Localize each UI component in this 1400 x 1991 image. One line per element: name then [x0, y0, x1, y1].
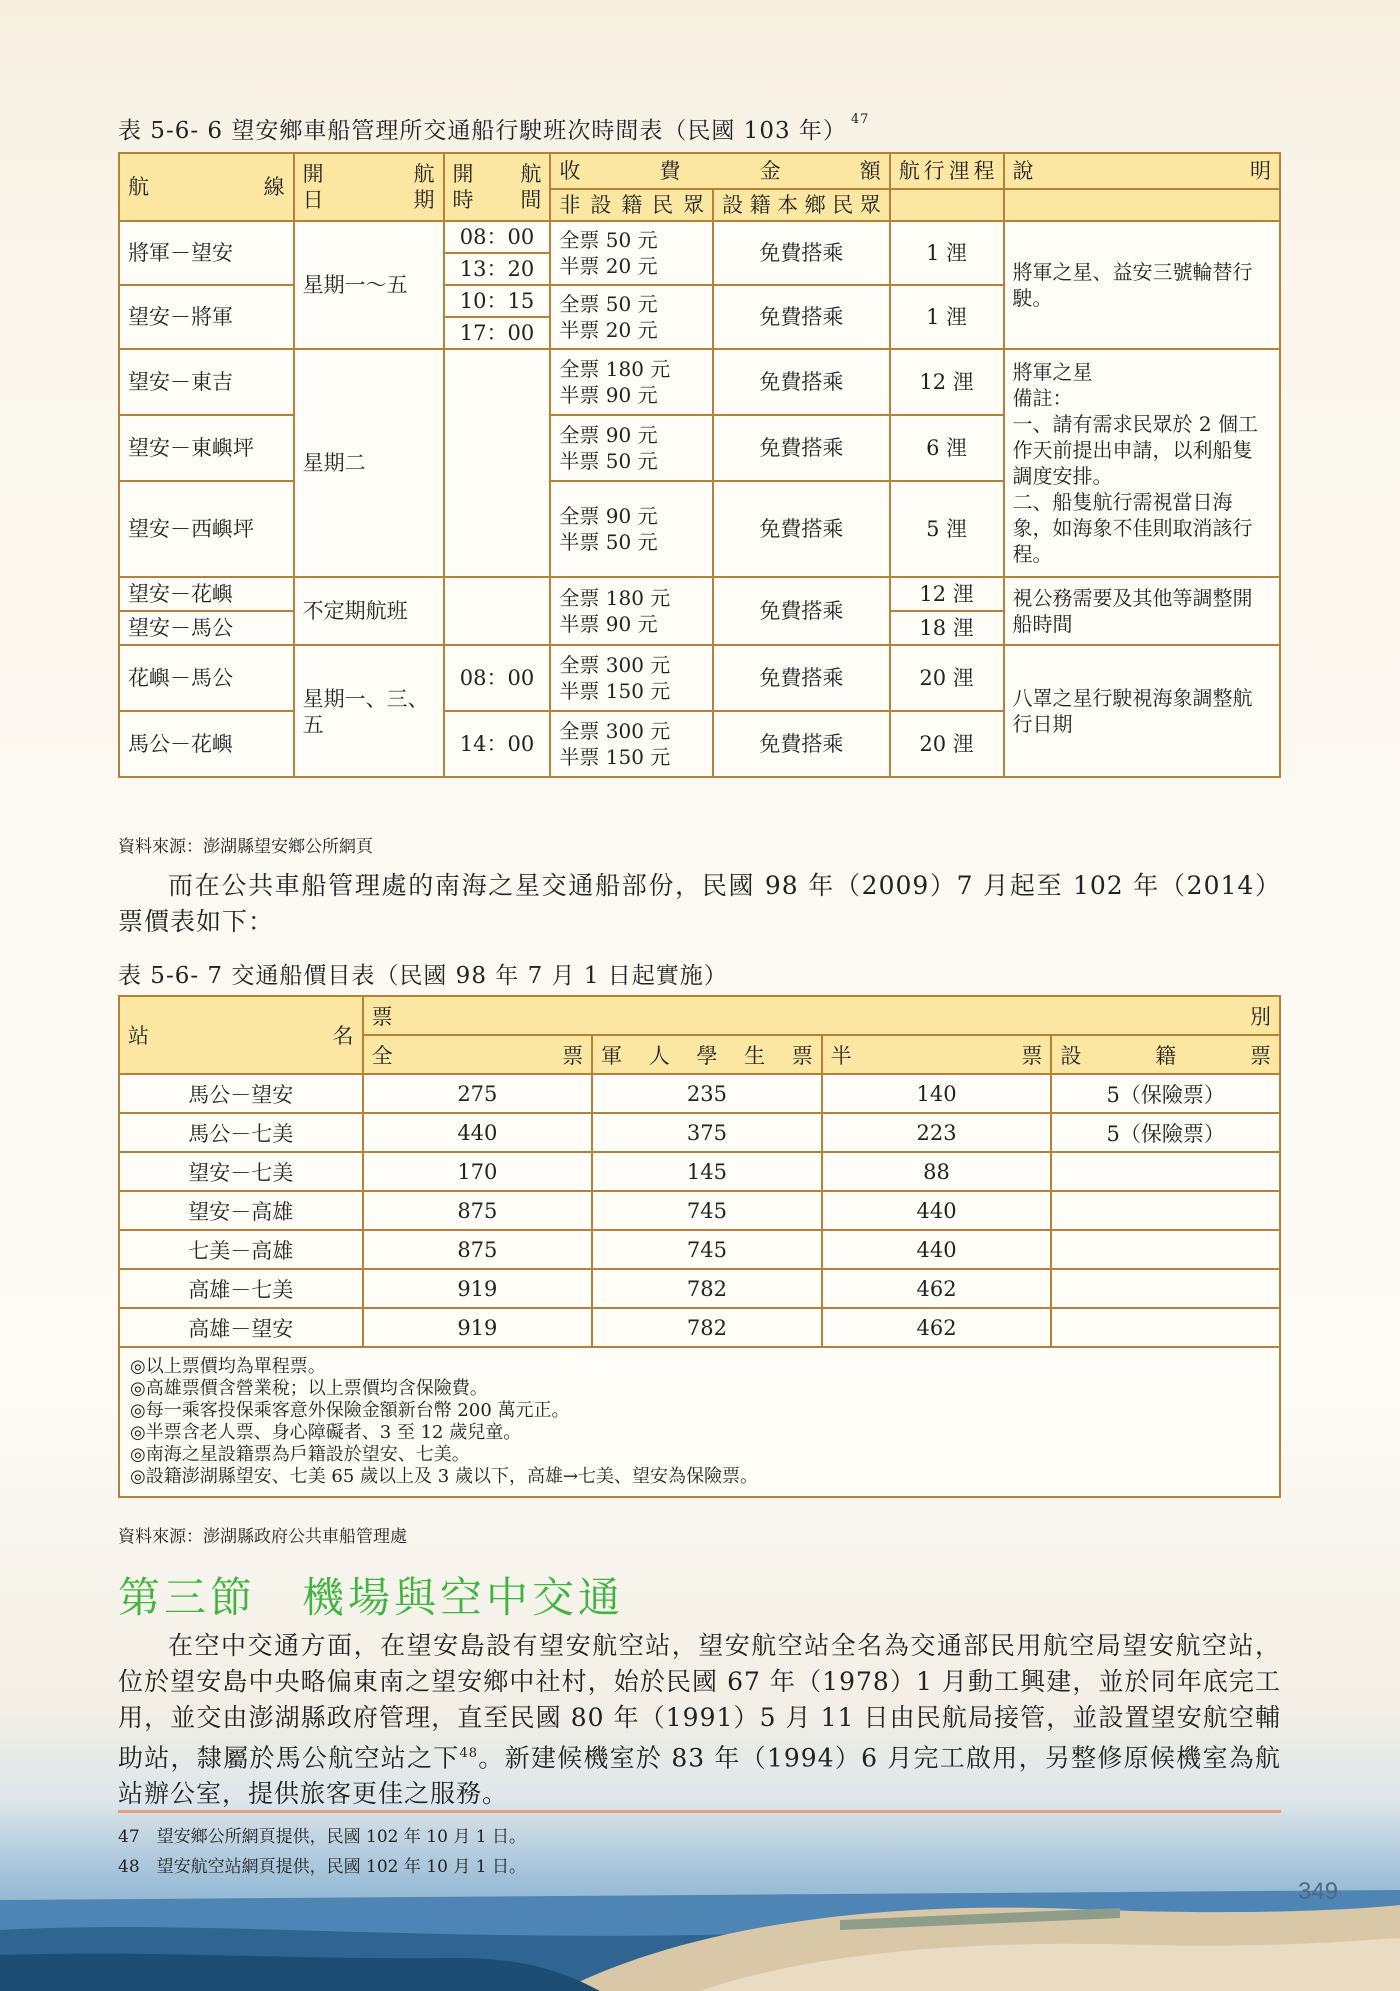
distance-cell: 5 浬	[890, 481, 1004, 577]
resident-cell	[1051, 1269, 1280, 1308]
resident-fare-cell: 免費搭乘	[713, 221, 890, 285]
route-cell: 望安－將軍	[119, 285, 294, 349]
table1-caption	[118, 112, 869, 145]
header-resident: 設 籍 票	[1051, 1035, 1280, 1074]
station-cell: 馬公－七美	[119, 1113, 363, 1152]
distance-cell: 20 浬	[890, 645, 1004, 711]
distance-cell: 18 浬	[890, 611, 1004, 645]
time-cell: 14：00	[444, 711, 551, 777]
route-cell: 馬公－花嶼	[119, 711, 294, 777]
section-title: 第三節 機場與空中交通	[118, 1573, 625, 1622]
station-cell: 七美－高雄	[119, 1230, 363, 1269]
station-cell: 馬公－望安	[119, 1074, 363, 1113]
half-cell: 440	[822, 1230, 1052, 1269]
remark-cell: 將軍之星 備註： 一、請有需求民眾於 2 個工作天前提出申請，以利船隻調度安排。 二、船隻航行需視當日海象，如海象不佳則取消該行程。	[1004, 349, 1280, 577]
military-cell: 145	[592, 1152, 822, 1191]
fare-cell: 全票 300 元 半票 150 元	[550, 645, 713, 711]
table-row	[119, 1152, 1280, 1191]
time-cell: 17：00	[444, 317, 551, 349]
header-route: 航 線	[119, 153, 294, 221]
military-cell: 235	[592, 1074, 822, 1113]
time-cell	[444, 577, 551, 645]
footnote-divider	[118, 1810, 1281, 1813]
header-fare: 收 費 金 額	[550, 153, 889, 189]
station-cell: 高雄－七美	[119, 1269, 363, 1308]
date-cell: 不定期航班	[294, 577, 444, 645]
fare-cell: 全票 180 元 半票 90 元	[550, 577, 713, 645]
fare-price-table	[118, 995, 1281, 1498]
footnote-47: 47 望安鄉公所網頁提供，民國 102 年 10 月 1 日。	[118, 1827, 526, 1847]
header-full: 全 票	[363, 1035, 593, 1074]
resident-cell	[1051, 1152, 1280, 1191]
fare-cell: 全票 50 元 半票 20 元	[550, 221, 713, 285]
route-cell: 望安－東嶼坪	[119, 415, 294, 481]
page-number: 349	[1298, 1878, 1339, 1905]
fare-cell: 全票 90 元 半票 50 元	[550, 481, 713, 577]
full-cell: 440	[363, 1113, 593, 1152]
header-fare-resident: 設籍本鄉民眾	[713, 189, 890, 221]
remark-cell: 將軍之星、益安三號輪替行駛。	[1004, 221, 1280, 349]
fare-cell: 全票 180 元 半票 90 元	[550, 349, 713, 415]
full-cell: 275	[363, 1074, 593, 1113]
header-time: 開 航 時 間	[444, 153, 551, 221]
table-row	[119, 1191, 1280, 1230]
footnote-48: 48 望安航空站網頁提供，民國 102 年 10 月 1 日。	[118, 1857, 526, 1877]
full-cell: 919	[363, 1269, 593, 1308]
resident-fare-cell: 免費搭乘	[713, 577, 890, 645]
military-cell: 745	[592, 1191, 822, 1230]
resident-cell: 5（保險票）	[1051, 1074, 1280, 1113]
time-cell: 08：00	[444, 645, 551, 711]
resident-cell	[1051, 1308, 1280, 1347]
paragraph-2-text-b: 。新建候機室於 83 年（1994）6 月完工啟用，另整修原候機室為航站辦公室，提供旅客更佳之服務。	[118, 1743, 1281, 1809]
route-cell: 望安－東吉	[119, 349, 294, 415]
route-cell: 望安－花嶼	[119, 577, 294, 611]
half-cell: 462	[822, 1308, 1052, 1347]
ferry-schedule-table	[118, 152, 1281, 778]
table1-caption-text: 表 5-6- 6 望安鄉車船管理所交通船行駛班次時間表（民國 103 年）	[118, 118, 847, 144]
military-cell: 782	[592, 1308, 822, 1347]
header-ticket-type: 票 別	[363, 996, 1280, 1035]
distance-cell: 1 浬	[890, 285, 1004, 349]
header-date: 開 航 日 期	[294, 153, 444, 221]
full-cell: 875	[363, 1191, 593, 1230]
table2-notes	[119, 1347, 1280, 1497]
half-cell: 140	[822, 1074, 1052, 1113]
header-remark: 說 明	[1004, 153, 1280, 189]
resident-fare-cell: 免費搭乘	[713, 481, 890, 577]
note-line: ◎半票含老人票、身心障礙者、3 至 12 歲兒童。	[130, 1422, 522, 1443]
table1-source: 資料來源：澎湖縣望安鄉公所網頁	[118, 837, 373, 857]
paragraph-1: 而在公共車船管理處的南海之星交通船部份，民國 98 年（2009）7 月起至 102 年（2014）票價表如下：	[118, 871, 1281, 936]
route-cell: 花嶼－馬公	[119, 645, 294, 711]
half-cell: 88	[822, 1152, 1052, 1191]
note-line: ◎每一乘客投保乘客意外保險金額新台幣 200 萬元正。	[130, 1400, 570, 1421]
remark-cell: 八罩之星行駛視海象調整航行日期	[1004, 645, 1280, 777]
resident-cell: 5（保險票）	[1051, 1113, 1280, 1152]
half-cell: 440	[822, 1191, 1052, 1230]
date-cell: 星期一～五	[294, 221, 444, 349]
military-cell: 375	[592, 1113, 822, 1152]
table2-caption: 表 5-6- 7 交通船價目表（民國 98 年 7 月 1 日起實施）	[118, 963, 728, 989]
table2-source: 資料來源：澎湖縣政府公共車船管理處	[118, 1527, 407, 1547]
table-row	[119, 1230, 1280, 1269]
note-line: ◎高雄票價含營業稅；以上票價均含保險費。	[130, 1378, 488, 1399]
table-row	[119, 1269, 1280, 1308]
route-cell: 將軍－望安	[119, 221, 294, 285]
resident-fare-cell: 免費搭乘	[713, 285, 890, 349]
time-cell	[444, 349, 551, 577]
coastline-image	[0, 1860, 1400, 1991]
header-half: 半 票	[822, 1035, 1052, 1074]
paragraph-2-text-a: 在空中交通方面，在望安島設有望安航空站，望安航空站全名為交通部民用航空局望安航空站，位於望安島中央略偏東南之望安鄉中社村，始於民國 67 年（1978）1 月動工興建，並於同年底完工用，並交由澎湖縣政府管理，直至民國 80 年（1991）5 月 11 日由民航局接管，並設置望安航空輔助站，隸屬於馬公航空站之下	[118, 1631, 1281, 1773]
date-cell: 星期一、三、五	[294, 645, 444, 777]
time-cell: 13：20	[444, 253, 551, 285]
distance-cell: 20 浬	[890, 711, 1004, 777]
time-cell: 08：00	[444, 221, 551, 253]
resident-cell	[1051, 1230, 1280, 1269]
fare-cell: 全票 90 元 半票 50 元	[550, 415, 713, 481]
note-line: ◎設籍澎湖縣望安、七美 65 歲以上及 3 歲以下，高雄→七美、望安為保險票。	[130, 1466, 759, 1487]
military-cell: 745	[592, 1230, 822, 1269]
resident-fare-cell: 免費搭乘	[713, 711, 890, 777]
resident-fare-cell: 免費搭乘	[713, 349, 890, 415]
distance-cell: 12 浬	[890, 349, 1004, 415]
military-cell: 782	[592, 1269, 822, 1308]
resident-fare-cell: 免費搭乘	[713, 645, 890, 711]
station-cell: 高雄－望安	[119, 1308, 363, 1347]
distance-cell: 1 浬	[890, 221, 1004, 285]
station-cell: 望安－七美	[119, 1152, 363, 1191]
full-cell: 170	[363, 1152, 593, 1191]
header-fare-nonresident: 非設籍民眾	[550, 189, 713, 221]
distance-cell: 12 浬	[890, 577, 1004, 611]
fare-cell: 全票 300 元 半票 150 元	[550, 711, 713, 777]
fare-cell: 全票 50 元 半票 20 元	[550, 285, 713, 349]
station-cell: 望安－高雄	[119, 1191, 363, 1230]
full-cell: 919	[363, 1308, 593, 1347]
half-cell: 223	[822, 1113, 1052, 1152]
header-distance: 航行浬程	[890, 153, 1004, 189]
header-station: 站 名	[119, 996, 363, 1074]
paragraph-2	[118, 1628, 1281, 1812]
route-cell: 望安－馬公	[119, 611, 294, 645]
header-military-student: 軍人學生票	[592, 1035, 822, 1074]
half-cell: 462	[822, 1269, 1052, 1308]
resident-cell	[1051, 1191, 1280, 1230]
time-cell: 10：15	[444, 285, 551, 317]
distance-cell: 6 浬	[890, 415, 1004, 481]
footnote-ref-48[interactable]: 48	[459, 1746, 479, 1761]
route-cell: 望安－西嶼坪	[119, 481, 294, 577]
footnote-ref-47[interactable]: 47	[850, 112, 870, 127]
resident-fare-cell: 免費搭乘	[713, 415, 890, 481]
date-cell: 星期二	[294, 349, 444, 577]
table-row	[119, 1308, 1280, 1347]
note-line: ◎南海之星設籍票為戶籍設於望安、七美。	[130, 1444, 470, 1465]
full-cell: 875	[363, 1230, 593, 1269]
table-row	[119, 1074, 1280, 1113]
remark-cell: 視公務需要及其他等調整開船時間	[1004, 577, 1280, 645]
table-row	[119, 1113, 1280, 1152]
note-line: ◎以上票價均為單程票。	[130, 1356, 326, 1377]
